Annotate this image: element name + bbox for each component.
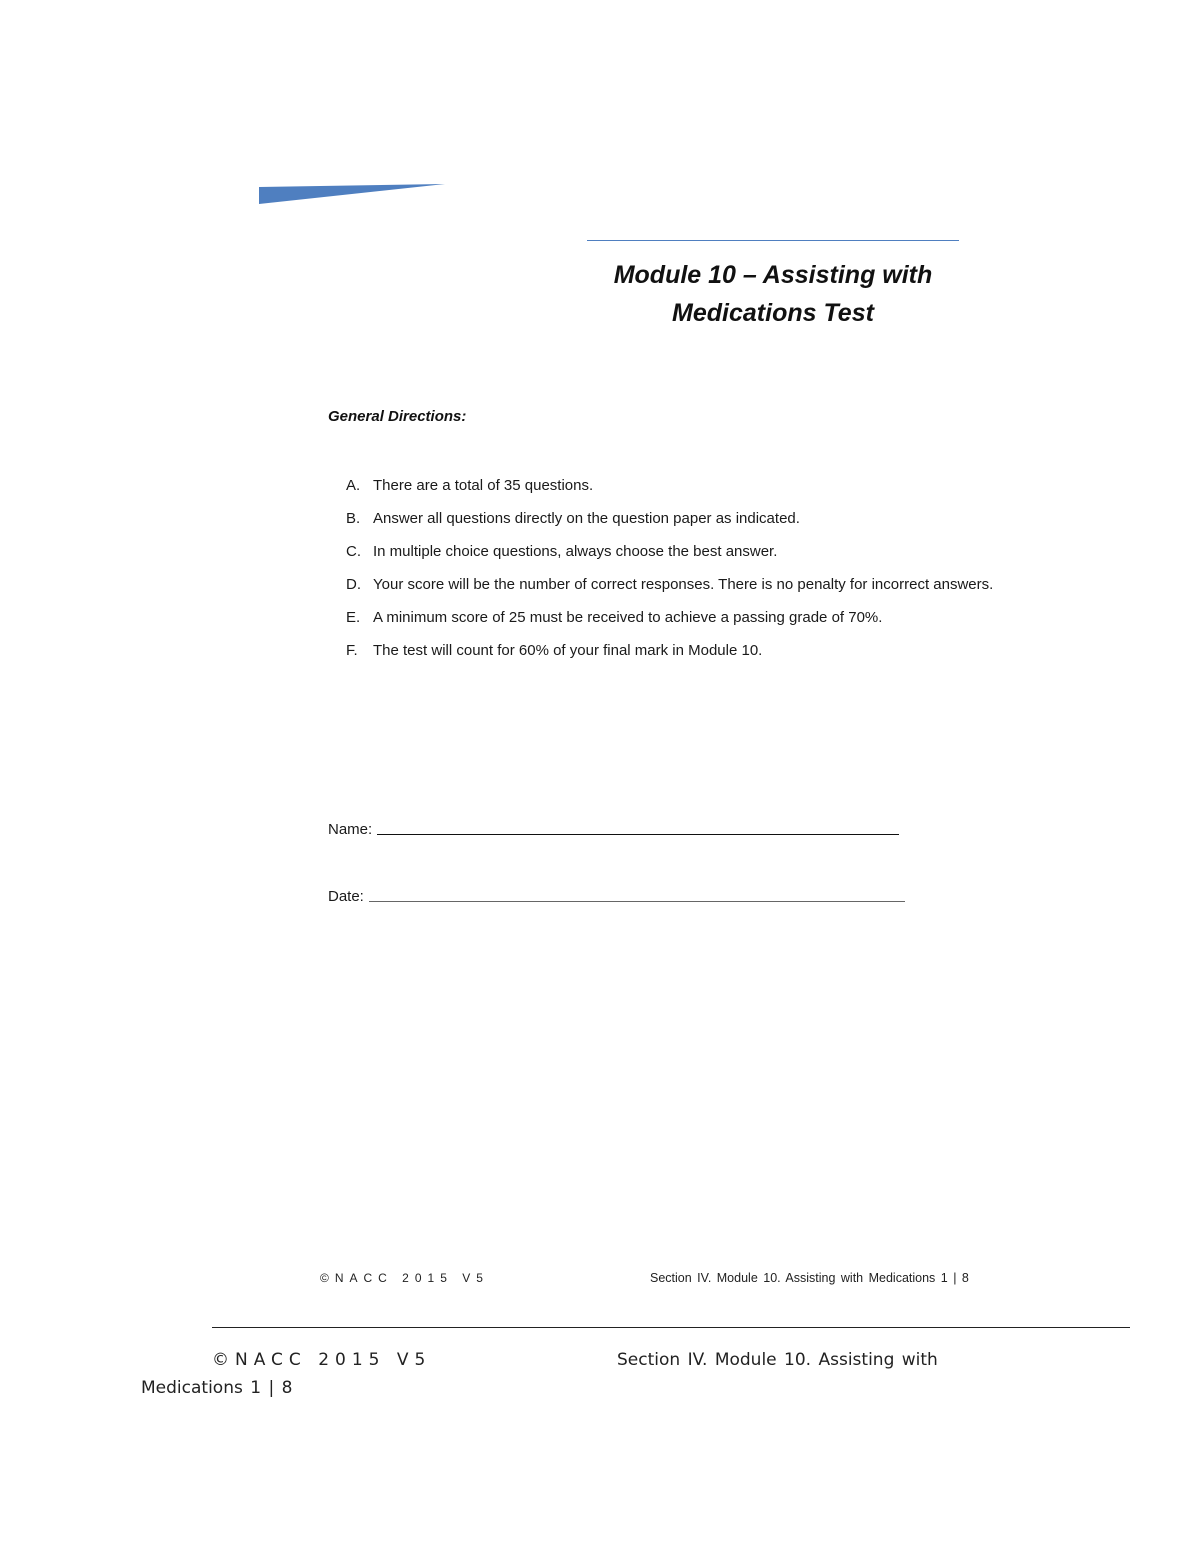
direction-letter: E.: [346, 609, 361, 626]
outer-footer-section: Section IV. Module 10. Assisting with: [617, 1350, 938, 1370]
name-blank-line[interactable]: [377, 834, 899, 835]
direction-letter: F.: [346, 642, 358, 659]
direction-text: A minimum score of 25 must be received to achieve a passing grade of 70%.: [373, 609, 883, 626]
inner-footer-section: Section IV. Module 10. Assisting with Medications 1 | 8: [650, 1271, 969, 1285]
direction-text: In multiple choice questions, always choose the best answer.: [373, 543, 778, 560]
date-blank-line[interactable]: [369, 901, 905, 902]
direction-item-e: [346, 601, 1006, 634]
inner-footer-copyright: ©NACC 2015 V5: [320, 1271, 489, 1285]
name-field-row: [328, 821, 899, 838]
header-accent-wedge: [259, 184, 445, 204]
direction-item-a: [346, 469, 1006, 502]
title-rule: [587, 240, 959, 241]
direction-letter: A.: [346, 477, 361, 494]
direction-text: Your score will be the number of correct responses. There is no penalty for incorrect answers.: [373, 576, 994, 593]
directions-heading: General Directions:: [328, 408, 467, 425]
direction-letter: D.: [346, 576, 361, 593]
outer-footer-continuation: Medications 1 | 8: [141, 1378, 293, 1398]
direction-text: The test will count for 60% of your final mark in Module 10.: [373, 642, 763, 659]
direction-text: There are a total of 35 questions.: [373, 477, 594, 494]
date-field-row: [328, 888, 905, 905]
direction-item-b: [346, 502, 1006, 535]
page-title-line-2: Medications Test: [672, 299, 874, 327]
name-label: Name:: [328, 821, 373, 838]
direction-text: Answer all questions directly on the question paper as indicated.: [373, 510, 800, 527]
direction-item-f: [346, 634, 1006, 667]
direction-item-c: [346, 535, 1006, 568]
page-title-line-1: Module 10 – Assisting with: [613, 261, 933, 289]
direction-item-d: [346, 568, 1006, 601]
page-title: [587, 256, 959, 332]
direction-letter: C.: [346, 543, 361, 560]
footer-rule: [212, 1327, 1130, 1328]
direction-letter: B.: [346, 510, 361, 527]
directions-list: [346, 469, 1006, 667]
date-label: Date:: [328, 888, 364, 905]
outer-footer-copyright: ©NACC 2015 V5: [212, 1350, 432, 1370]
